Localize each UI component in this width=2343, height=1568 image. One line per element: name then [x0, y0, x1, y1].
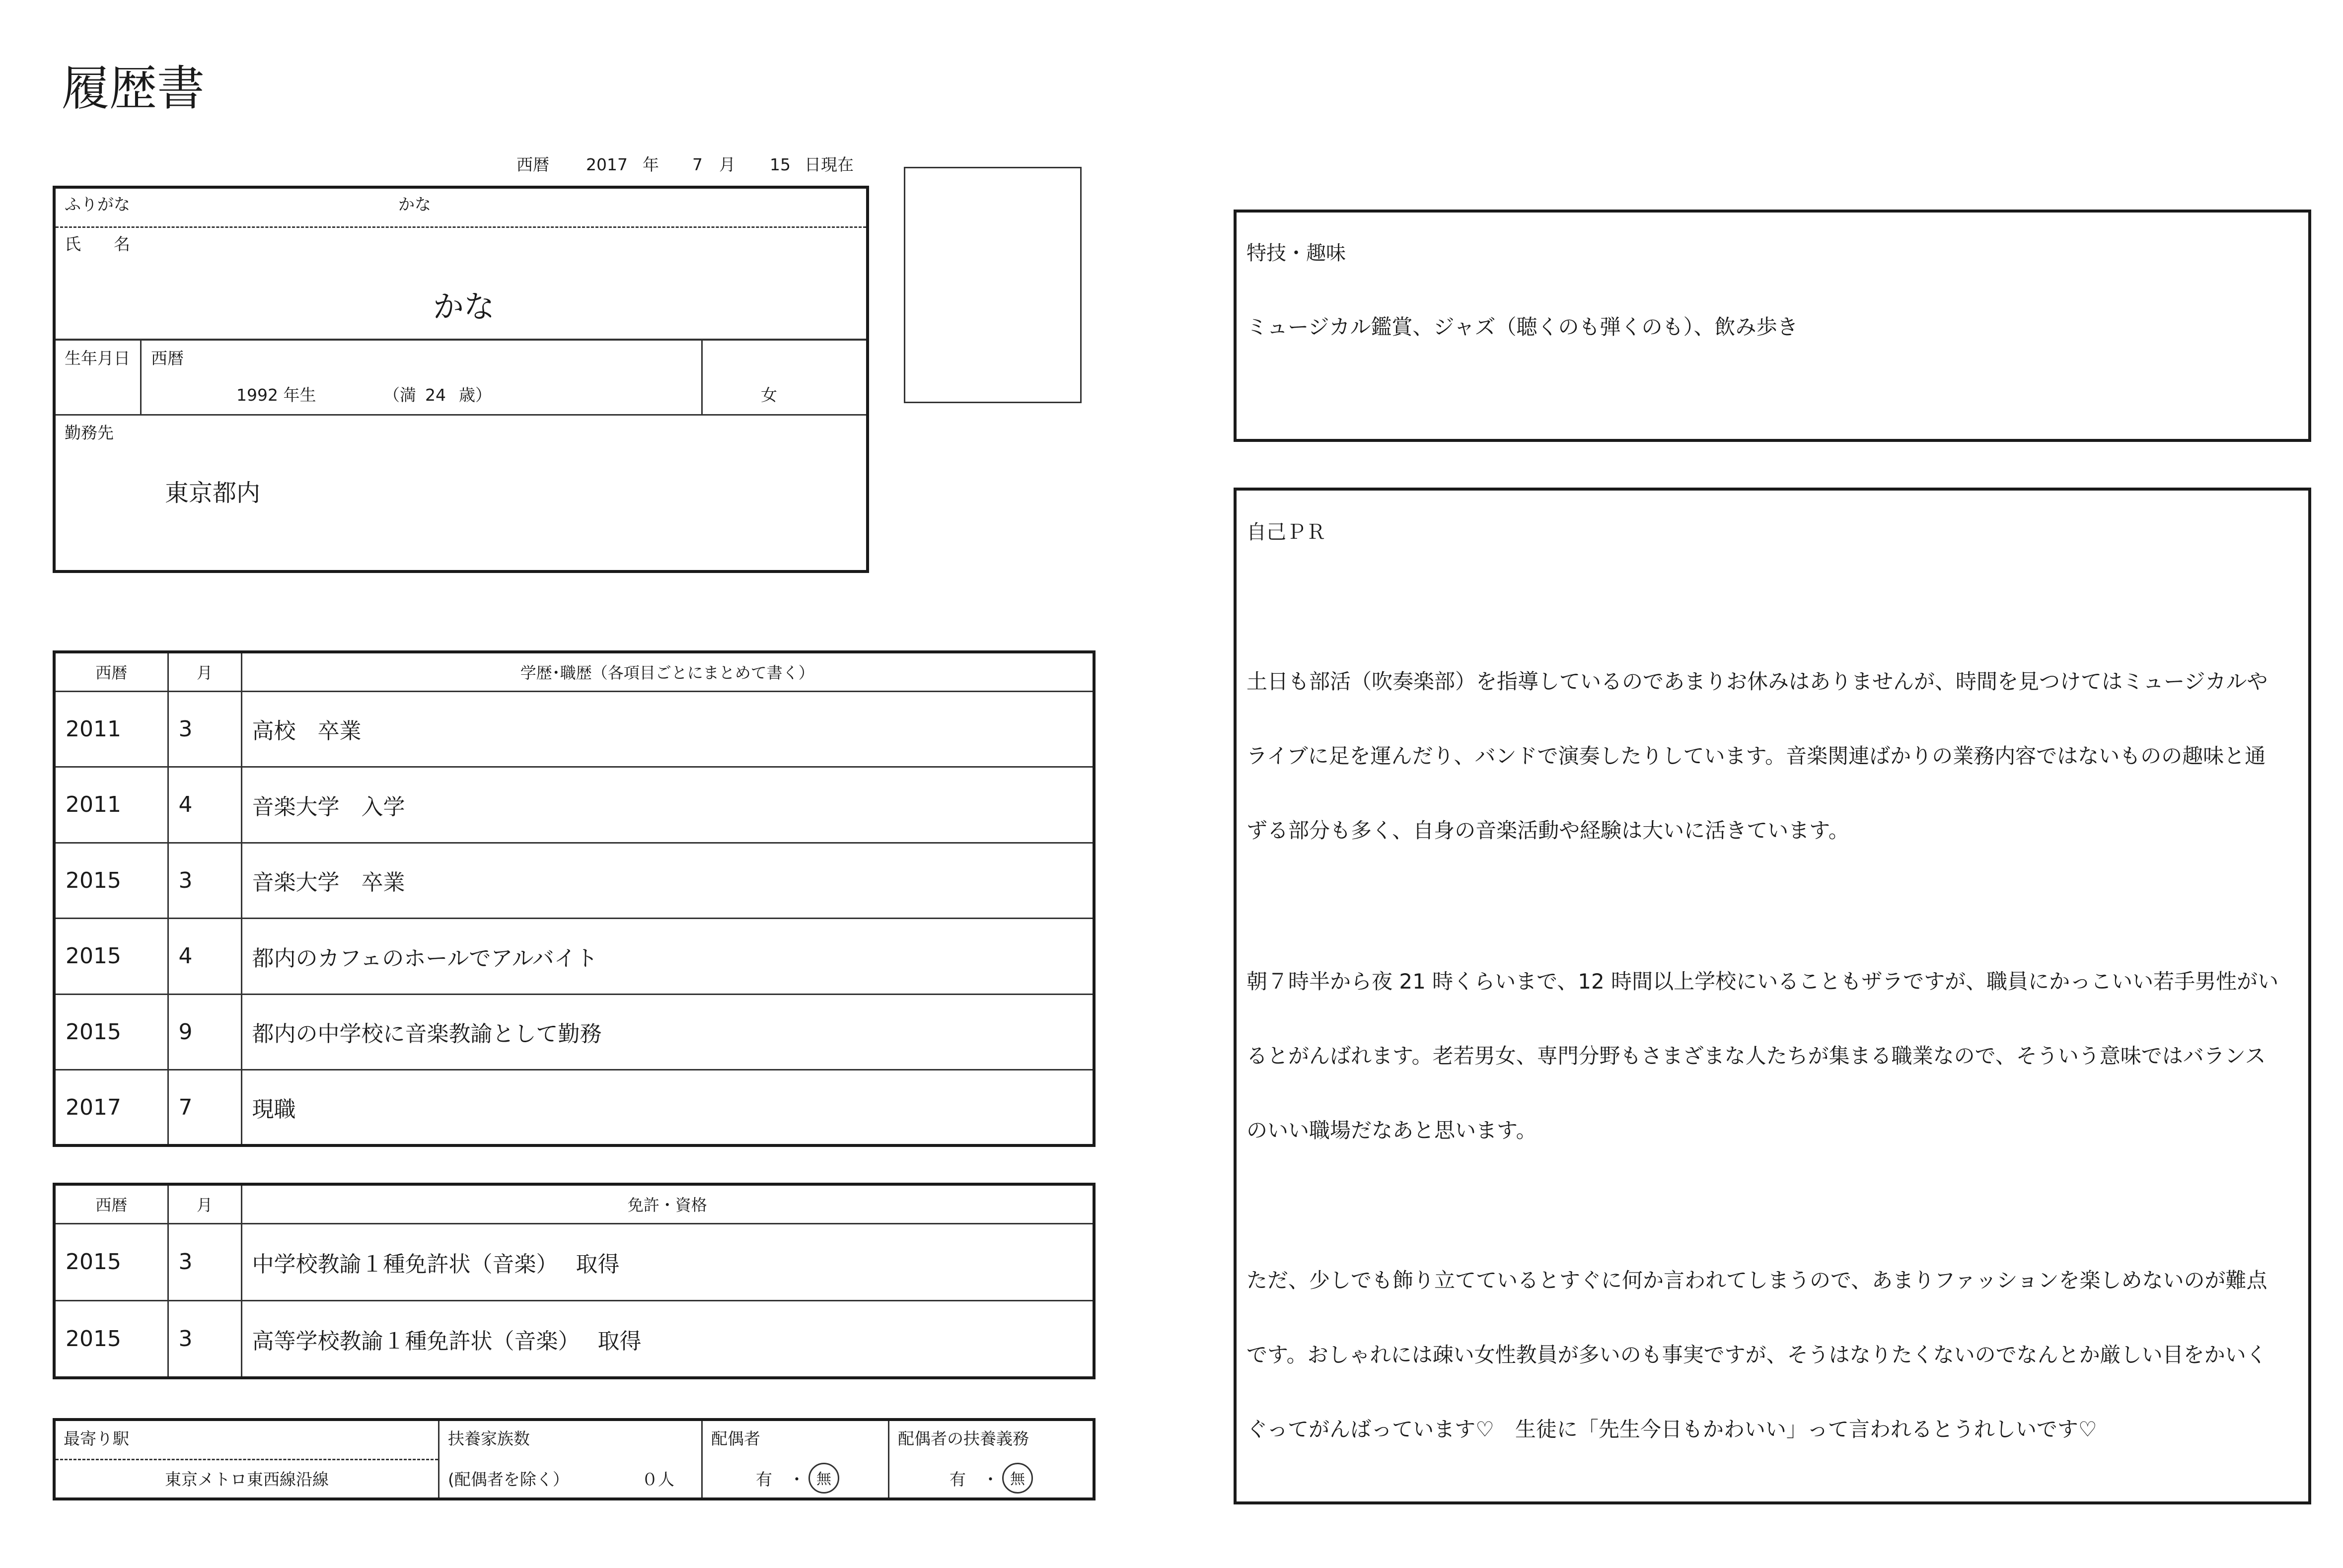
hobby-text[interactable]: ミュージカル鑑賞、ジャズ（聴くのも弾くのも）、飲み歩き — [1246, 315, 1798, 339]
pr-line[interactable]: ライブに足を運んだり、バンドで演奏したりしています。音楽関連ばかりの業務内容ではないものの趣味と通 — [1246, 744, 2266, 768]
pr-line[interactable]: です。おしゃれには疎い女性教員が多いのも事実ですが、そうはなりたくないのでなんとか厳しい目をかいく — [1246, 1343, 2267, 1367]
table-row — [56, 843, 1093, 919]
birth-era: 西暦 — [151, 349, 184, 368]
age-value[interactable]: 24 — [425, 385, 446, 405]
personal-info-box — [53, 186, 869, 573]
lic-month[interactable]: 3 — [168, 1223, 241, 1301]
pr-label: 自己ＰＲ — [1246, 521, 1326, 544]
edu-year[interactable]: 2015 — [56, 843, 168, 919]
lic-header-year: 西暦 — [56, 1186, 168, 1223]
edu-text[interactable]: 音楽大学 入学 — [241, 767, 1093, 843]
lic-text[interactable]: 高等学校教諭１種免許状（音楽） 取得 — [252, 1328, 642, 1354]
edu-text[interactable]: 都内のカフェのホールでアルバイト — [241, 919, 1093, 995]
edu-header-month: 月 — [168, 653, 241, 691]
date-month-unit: 月 — [719, 155, 735, 174]
hobby-box — [1234, 210, 2311, 442]
bottom-info-box — [53, 1418, 1096, 1500]
work-label: 勤務先 — [65, 423, 114, 442]
gender-value[interactable]: 女 — [761, 385, 777, 405]
lic-year[interactable]: 2015 — [56, 1301, 168, 1376]
pr-line[interactable]: るとがんばれます。老若男女、専門分野もさまざまな人たちが集まる職業なので、そういう意味ではバランス — [1246, 1044, 2266, 1068]
edu-month[interactable]: 3 — [168, 691, 241, 767]
self-pr-box — [1234, 488, 2311, 1504]
pr-line[interactable]: ずる部分も多く、自身の音楽活動や経験は大いに活きています。 — [1246, 818, 1849, 843]
age-open: （満 — [383, 385, 416, 405]
table-row — [56, 994, 1093, 1070]
edu-month[interactable]: 9 — [168, 994, 241, 1070]
edu-year[interactable]: 2015 — [56, 994, 168, 1070]
table-row — [56, 919, 1093, 995]
station-value[interactable]: 東京メトロ東西線沿線 — [165, 1470, 329, 1489]
date-day-unit: 日現在 — [805, 155, 854, 174]
edu-text[interactable]: 高校 卒業 — [241, 691, 1093, 767]
pr-line[interactable]: 朝７時半から夜 21 時くらいまで、12 時間以上学校にいることもザラですが、職員にかっこいい若手男性がい — [1246, 969, 2279, 994]
edu-month[interactable]: 3 — [168, 843, 241, 919]
birth-year[interactable]: 1992 年生 — [236, 385, 316, 405]
name-label: 氏 名 — [65, 234, 130, 254]
edu-text[interactable]: 都内の中学校に音楽教諭として勤務 — [241, 994, 1093, 1070]
edu-month[interactable]: 4 — [168, 767, 241, 843]
table-row — [56, 767, 1093, 843]
education-table — [53, 650, 1096, 1147]
pr-line[interactable]: 土日も部活（吹奏楽部）を指導しているのであまりお休みはありませんが、時間を見つけてはミュージカルや — [1246, 669, 2268, 694]
edu-year[interactable]: 2017 — [56, 1070, 168, 1144]
edu-text[interactable]: 現職 — [252, 1097, 296, 1123]
edu-header-year: 西暦 — [56, 653, 168, 691]
spouse-no-circled[interactable]: 無 — [808, 1463, 839, 1494]
table-row — [56, 1301, 1093, 1376]
lic-year[interactable]: 2015 — [56, 1223, 168, 1301]
edu-year[interactable]: 2015 — [56, 919, 168, 995]
work-value[interactable]: 東京都内 — [165, 479, 261, 507]
edu-header-text: 学歴･職歴（各項目ごとにまとめて書く） — [241, 653, 1093, 691]
edu-year[interactable]: 2011 — [56, 767, 168, 843]
photo-frame — [904, 167, 1082, 403]
support-yes[interactable]: 有 — [950, 1470, 966, 1489]
station-label: 最寄り駅 — [64, 1429, 129, 1448]
hobby-label: 特技・趣味 — [1246, 242, 1346, 265]
name-value[interactable]: かな — [433, 288, 495, 325]
edu-month[interactable]: 4 — [168, 919, 241, 995]
table-row — [56, 1223, 1093, 1301]
date-year: 2017 — [586, 155, 628, 174]
edu-year[interactable]: 2011 — [56, 691, 168, 767]
age-close: 歳） — [459, 385, 492, 405]
lic-month[interactable]: 3 — [168, 1301, 241, 1376]
table-row — [56, 691, 1093, 767]
pr-line[interactable]: ただ、少しでも飾り立てているとすぐに何か言われてしまうので、あまりファッションを楽しめないのが難点 — [1246, 1268, 2268, 1292]
pr-line[interactable]: のいい職場だなあと思います。 — [1246, 1118, 1537, 1142]
spouse-dot: ・ — [789, 1470, 805, 1489]
lic-header-month: 月 — [168, 1186, 241, 1223]
dependents-label: 扶養家族数 — [448, 1429, 530, 1448]
spouse-label: 配偶者 — [711, 1429, 760, 1448]
birth-label: 生年月日 — [65, 349, 130, 368]
date-month: 7 — [692, 155, 703, 174]
page-title: 履歴書 — [62, 61, 205, 116]
pr-line[interactable]: ぐってがんばっています♡ 生徒に「先生今日もかわいい」って言われるとうれしいです♡ — [1246, 1417, 2097, 1441]
table-row — [56, 1070, 1093, 1144]
furigana-label: ふりがな — [65, 195, 130, 214]
license-table — [53, 1183, 1096, 1379]
lic-header-text: 免許・資格 — [241, 1186, 1093, 1223]
spouse-yes[interactable]: 有 — [756, 1470, 772, 1489]
furigana-value[interactable]: かな — [398, 195, 431, 214]
spouse-support-label: 配偶者の扶養義務 — [898, 1429, 1029, 1448]
support-dot: ・ — [982, 1470, 999, 1489]
date-era: 西暦 — [516, 155, 549, 174]
support-no-circled[interactable]: 無 — [1002, 1463, 1033, 1494]
date-day: 15 — [770, 155, 791, 174]
lic-text[interactable]: 中学校教諭１種免許状（音楽） 取得 — [241, 1223, 1093, 1301]
dependents-note: (配偶者を除く） — [448, 1470, 569, 1489]
edu-month[interactable]: 7 — [168, 1070, 241, 1144]
edu-text[interactable]: 音楽大学 卒業 — [241, 843, 1093, 919]
dependents-value[interactable]: ０人 — [642, 1470, 674, 1489]
date-year-unit: 年 — [643, 155, 659, 174]
